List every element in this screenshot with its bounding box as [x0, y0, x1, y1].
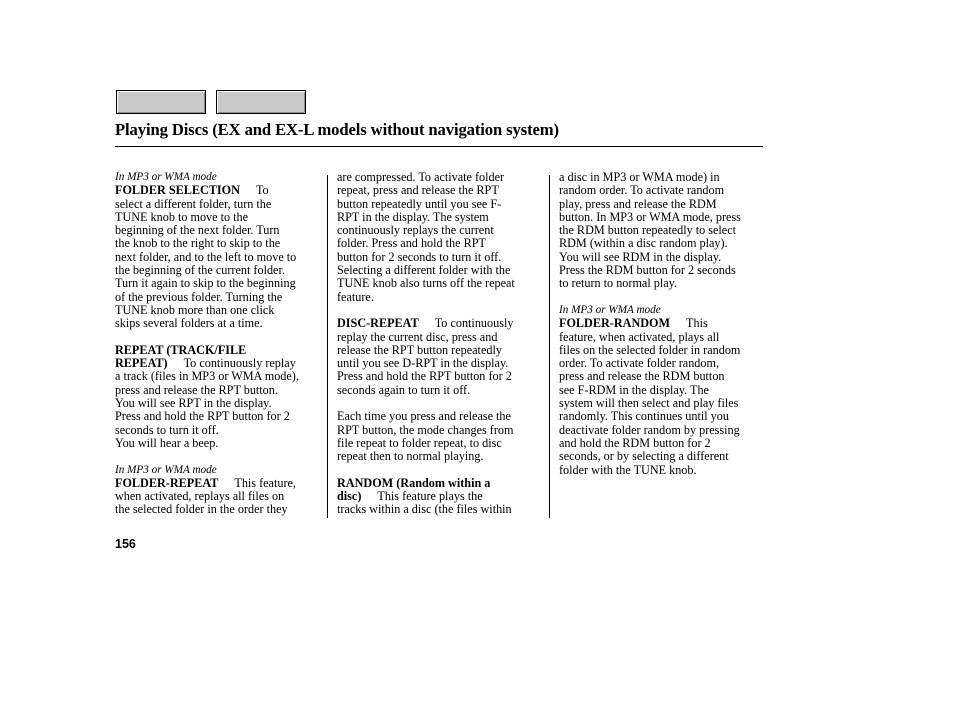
body-line: order. To activate folder random, [559, 356, 720, 371]
page-number: 156 [115, 537, 136, 551]
repeat-section [115, 344, 322, 450]
body-line: play, press and release the RDM [559, 196, 717, 211]
body-line: press and release the RDM button [559, 369, 725, 384]
body-line: To continuously [434, 316, 514, 331]
repeat-term: REPEAT (TRACK/FILE [115, 342, 247, 357]
body-line: This feature, [234, 475, 296, 490]
random-term: disc) [337, 489, 362, 504]
body-line: You will see RPT in the display. [115, 396, 272, 411]
body-line: seconds to turn it off. [115, 422, 219, 437]
random-section [337, 477, 545, 517]
body-line: next folder, and to the left to move to [115, 249, 297, 264]
body-line: seconds again to turn it off. [337, 382, 471, 397]
mode-note: In MP3 or WMA mode [115, 463, 217, 476]
body-line: tracks within a disc (the files within [337, 502, 512, 517]
body-line: Turn it again to skip to the beginning [115, 276, 296, 291]
body-line: and hold the RDM button for 2 [559, 435, 711, 450]
body-line: feature. [337, 289, 374, 304]
body-line: Press and hold the RPT button for 2 [337, 369, 512, 384]
body-line: Press the RDM button for 2 seconds [559, 263, 736, 278]
body-line: To continuously replay [183, 356, 296, 371]
body-line: RPT button, the mode changes from [337, 422, 514, 437]
folder-selection-section [115, 171, 322, 331]
body-line: until you see D-RPT in the display. [337, 356, 509, 371]
folder-random-term: FOLDER-RANDOM [559, 316, 671, 331]
body-line: Press and hold the RPT button for 2 [115, 409, 290, 424]
body-line: folder. Press and hold the RPT [337, 236, 486, 251]
body-line: when activated, replays all files on [115, 489, 285, 504]
body-line: beginning of the next folder. Turn [115, 223, 280, 238]
body-line: a track (files in MP3 or WMA mode), [115, 369, 299, 384]
folder-repeat-continuation [337, 171, 545, 304]
disc-repeat-section [337, 317, 545, 397]
body-line: TUNE knob also turns off the repeat [337, 276, 515, 291]
body-line: To [255, 183, 269, 198]
repeat-term: REPEAT) [115, 356, 168, 371]
mode-note: In MP3 or WMA mode [115, 171, 217, 183]
mode-note: In MP3 or WMA mode [559, 303, 661, 316]
body-line: system will then select and play files [559, 396, 739, 411]
folder-repeat-term: FOLDER-REPEAT [115, 475, 219, 490]
body-line: press and release the RPT button. [115, 382, 278, 397]
folder-random-section [559, 304, 765, 477]
body-line: to return to normal play. [559, 276, 678, 291]
column-divider [327, 175, 328, 518]
folder-selection-term: FOLDER SELECTION [115, 183, 240, 198]
title-divider [115, 146, 763, 147]
body-line: continuously replays the current [337, 223, 494, 238]
body-line: Selecting a different folder with the [337, 263, 511, 278]
body-line: button for 2 seconds to turn it off. [337, 249, 502, 264]
body-line: RDM (within a disc random play). [559, 236, 728, 251]
body-line: a disc in MP3 or WMA mode) in [559, 170, 720, 184]
nav-tab-previous[interactable] [116, 90, 206, 114]
body-line: button repeatedly until you see F- [337, 196, 502, 211]
body-line: release the RPT button repeatedly [337, 342, 502, 357]
body-line: of the previous folder. Turning the [115, 289, 283, 304]
column-divider [549, 175, 550, 518]
body-line: files on the selected folder in random [559, 342, 741, 357]
folder-repeat-section [115, 464, 322, 517]
body-line: Each time you press and release the [337, 409, 511, 424]
body-line: feature, when activated, plays all [559, 329, 720, 344]
body-line: repeat then to normal playing. [337, 449, 484, 464]
body-line: RPT in the display. The system [337, 209, 489, 224]
body-line: seconds, or by selecting a different [559, 449, 729, 464]
body-line: the knob to the right to skip to the [115, 236, 281, 251]
random-continuation [559, 171, 765, 291]
body-line: the RDM button repeatedly to select [559, 223, 737, 238]
body-line: TUNE knob more than one click [115, 302, 275, 317]
body-line: You will hear a beep. [115, 435, 219, 450]
nav-tab-next[interactable] [216, 90, 306, 114]
page-title: Playing Discs (EX and EX-L models without navigation system) [115, 120, 559, 139]
body-line: replay the current disc, press and [337, 329, 498, 344]
body-line: button. In MP3 or WMA mode, press [559, 209, 741, 224]
body-line: file repeat to folder repeat, to disc [337, 435, 502, 450]
body-line: repeat, press and release the RPT [337, 183, 499, 198]
body-line: randomly. This continues until you [559, 409, 729, 424]
random-term: RANDOM (Random within a [337, 475, 491, 490]
body-line: the beginning of the current folder. [115, 263, 285, 278]
text-column-3 [559, 171, 765, 477]
body-line: You will see RDM in the display. [559, 249, 722, 264]
text-column-2 [337, 171, 545, 517]
body-line: random order. To activate random [559, 183, 725, 198]
text-column-1 [115, 171, 322, 517]
body-line: This feature plays the [377, 489, 483, 504]
body-line: skips several folders at a time. [115, 316, 263, 331]
body-line: This [686, 316, 708, 331]
repeat-cycle-section [337, 410, 545, 463]
body-line: deactivate folder random by pressing [559, 422, 740, 437]
body-line: folder with the TUNE knob. [559, 462, 697, 477]
body-line: the selected folder in the order they [115, 502, 288, 517]
body-line: TUNE knob to move to the [115, 209, 249, 224]
body-line: are compressed. To activate folder [337, 170, 505, 184]
body-line: see F-RDM in the display. The [559, 382, 709, 397]
body-line: select a different folder, turn the [115, 196, 272, 211]
disc-repeat-term: DISC-REPEAT [337, 316, 419, 331]
